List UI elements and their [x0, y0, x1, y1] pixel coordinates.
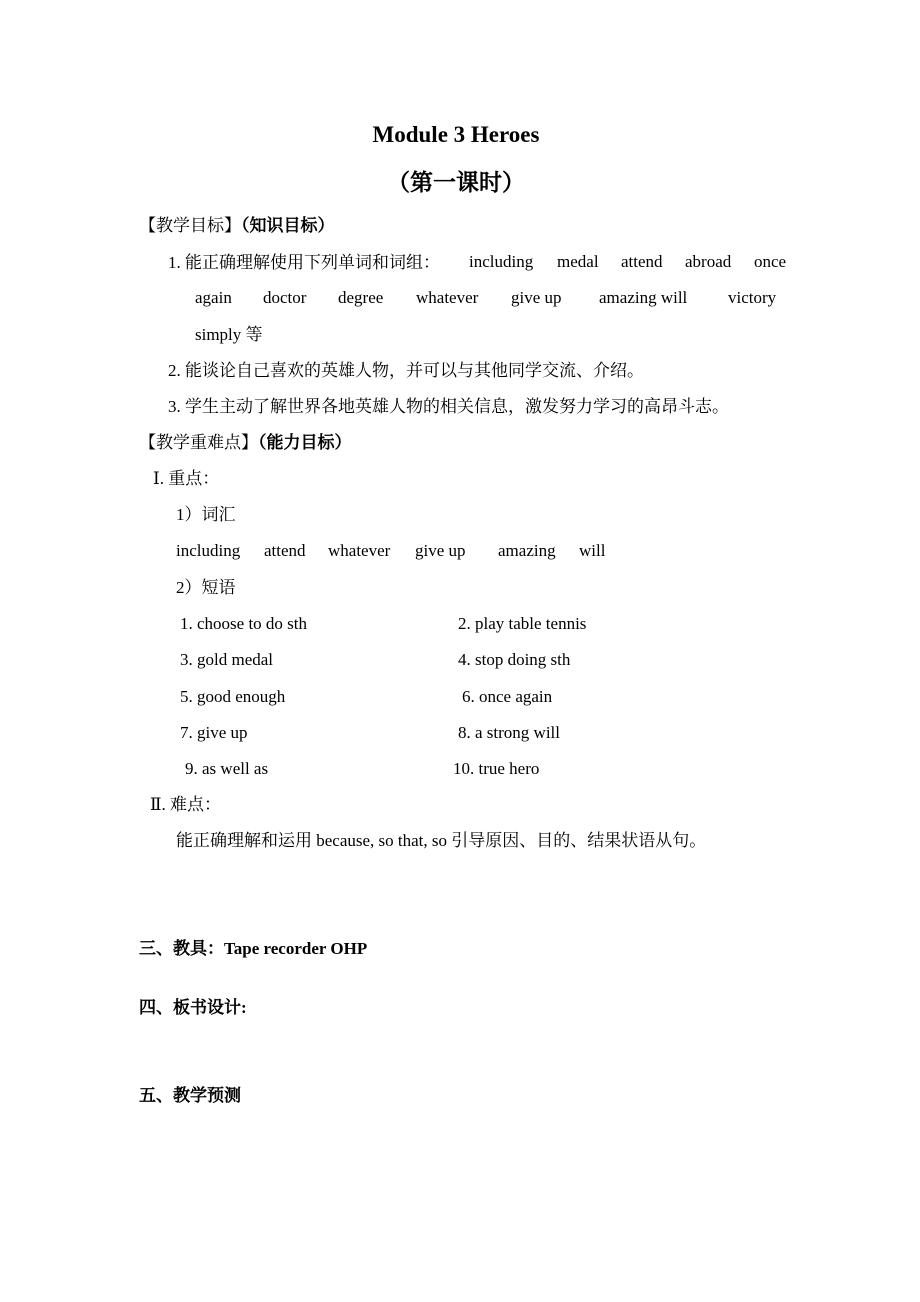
objective-item-3-text: 学生主动了解世界各地英雄人物的相关信息，激发努力学习的高昂斗志。 [185, 397, 729, 416]
word: medal [557, 252, 599, 271]
objective-item-2-text: 能谈论自己喜欢的英雄人物，并可以与其他同学交流、介绍。 [185, 361, 644, 380]
focus-label: Ⅰ. 重点： [153, 469, 220, 488]
objective-words-line-2 [0, 288, 920, 310]
key-points-heading-prefix: 【教学重难点】 [139, 433, 258, 452]
word: amazing [498, 541, 556, 560]
phrase-item: 7. give up [180, 723, 248, 742]
phrase-item: 2. play table tennis [458, 614, 587, 633]
objectives-heading-prefix: 【教学目标】 [139, 216, 241, 235]
section-board-design: 四、板书设计: [139, 998, 247, 1017]
word: once [754, 252, 787, 271]
word: amazing will [599, 288, 688, 307]
word: including [176, 541, 241, 560]
word: give up [511, 288, 562, 307]
page-title: Module 3 Heroes [372, 122, 540, 147]
word: again [195, 288, 232, 307]
vocab-label: 1）词汇 [176, 505, 236, 524]
phrase-item: 9. as well as [185, 759, 269, 778]
word: attend [621, 252, 663, 271]
phrase-item: 3. gold medal [180, 650, 274, 669]
objective-item-3-number: 3. [168, 397, 181, 416]
difficulty-text: 能正确理解和运用 because, so that, so 引导原因、目的、结果状语从句。 [176, 831, 707, 850]
phrase-item: 6. once again [462, 687, 553, 706]
objective-item-2 [168, 360, 644, 382]
phrase-item: 5. good enough [180, 687, 286, 706]
page-subtitle: （第一课时） [387, 170, 525, 195]
word: including [469, 252, 534, 271]
word: doctor [263, 288, 307, 307]
vocab-words-line [0, 541, 920, 563]
phrase-item: 10. true hero [453, 759, 540, 778]
phrase-item: 4. stop doing sth [458, 650, 571, 669]
section-teaching-prediction: 五、教学预测 [139, 1086, 241, 1105]
objectives-heading-bold: （知识目标） [241, 216, 335, 235]
key-points-heading-bold: （能力目标） [258, 433, 352, 452]
word: give up [415, 541, 466, 560]
objective-words-line-1 [0, 252, 920, 274]
difficulty-label: Ⅱ. 难点： [150, 795, 222, 814]
word: abroad [685, 252, 732, 271]
objective-item-1-text: 能正确理解使用下列单词和词组： [185, 253, 440, 272]
key-points-heading [139, 432, 352, 454]
word: whatever [328, 541, 391, 560]
objective-item-2-number: 2. [168, 361, 181, 380]
word: whatever [416, 288, 479, 307]
word: attend [264, 541, 306, 560]
section-teaching-aids: 三、教具：Tape recorder OHP [139, 939, 368, 958]
phrases-label: 2）短语 [176, 578, 236, 597]
objective-item-1-number: 1. [168, 253, 181, 272]
phrase-item: 8. a strong will [458, 723, 560, 742]
phrase-item: 1. choose to do sth [180, 614, 308, 633]
objective-item-3 [168, 396, 729, 418]
word: degree [338, 288, 384, 307]
objective-words-line-3: simply 等 [195, 325, 263, 344]
word: victory [728, 288, 777, 307]
objectives-heading [139, 215, 335, 237]
word: will [579, 541, 606, 560]
